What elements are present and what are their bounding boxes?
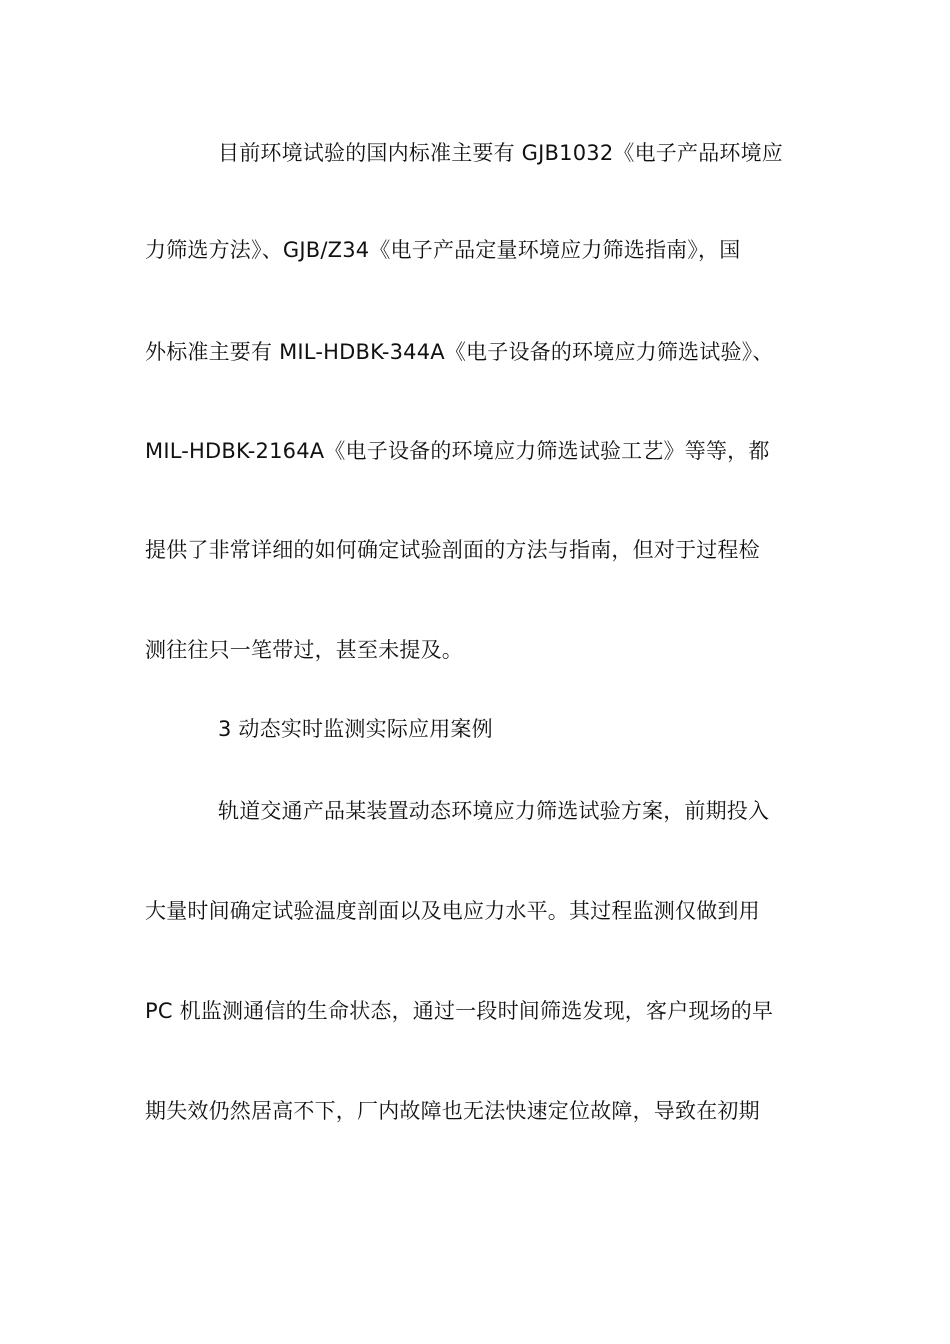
paragraph-2-line-2: 大量时间确定试验温度剖面以及电应力水平。其过程监测仅做到用 xyxy=(145,899,760,923)
paragraph-2-line-3: PC 机监测通信的生命状态，通过一段时间筛选发现，客户现场的早 xyxy=(145,999,774,1023)
section-heading: 3 动态实时监测实际应用案例 xyxy=(218,717,493,741)
paragraph-1-line-1: 目前环境试验的国内标准主要有 GJB1032《电子产品环境应 xyxy=(218,141,783,165)
paragraph-1-line-4: MIL-HDBK-2164A《电子设备的环境应力筛选试验工艺》等等，都 xyxy=(145,439,770,463)
paragraph-1-line-2: 力筛选方法》、GJB/Z34《电子产品定量环境应力筛选指南》，国 xyxy=(145,238,741,262)
paragraph-1-line-5: 提供了非常详细的如何确定试验剖面的方法与指南，但对于过程检 xyxy=(145,538,760,562)
paragraph-2-line-1: 轨道交通产品某装置动态环境应力筛选试验方案，前期投入 xyxy=(218,799,770,823)
paragraph-2-line-4: 期失效仍然居高不下，厂内故障也无法快速定位故障，导致在初期 xyxy=(145,1099,760,1123)
paragraph-1-line-3: 外标准主要有 MIL-HDBK-344A《电子设备的环境应力筛选试验》、 xyxy=(145,340,774,364)
paragraph-1-line-6: 测往往只一笔带过，甚至未提及。 xyxy=(145,638,463,662)
